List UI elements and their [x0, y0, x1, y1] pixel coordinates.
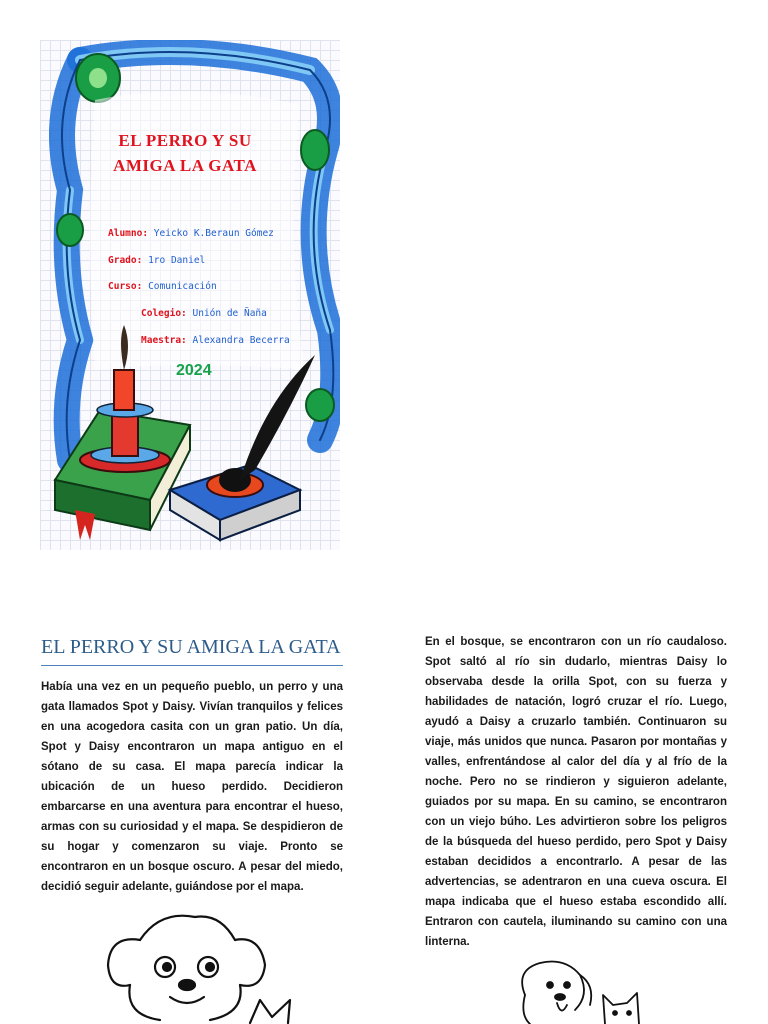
inkwell-illustration: [170, 355, 315, 540]
paragraph-left: Había una vez en un pequeño pueblo, un perro y una gata llamados Spot y Daisy. Vivían tranquilos y felices en una acogedora casita con un gran patio. Un día, Spot y Daisy encontraron un mapa antiguo en el sótano de su casa. El mapa parecía indicar la ubicación de un hueso perdido. Decidieron embarcarse en una aventura para encontrar el hueso, armas con su curiosidad y el mapa. Se despidieron de su hogar y comenzaron su viaje. Pronto se encontraron en un bosque oscuro. A pesar del miedo, decidió seguir adelante, guiándose por el mapa.: [41, 681, 343, 893]
cover-title-line: AMIGA LA GATA: [113, 156, 257, 175]
field-label: Colegio:: [141, 308, 187, 319]
dog-cat-sketch-left: [100, 905, 300, 1024]
cover-title: [80, 128, 290, 178]
field-label: Maestra:: [141, 335, 187, 346]
field-label: Alumno:: [108, 228, 149, 239]
teacher-field: [141, 335, 290, 346]
scroll-frame-illustration: [40, 40, 340, 550]
school-field: [141, 308, 267, 319]
grade-field: [108, 255, 205, 266]
field-value: Unión de Ñaña: [192, 308, 267, 319]
field-value: Comunicación: [148, 281, 217, 292]
course-field: [108, 281, 217, 292]
article-heading: EL PERRO Y SU AMIGA LA GATA: [41, 636, 343, 666]
cover-year: 2024: [176, 362, 212, 379]
student-field: [108, 228, 274, 239]
field-value: Yeicko K.Beraun Gómez: [153, 228, 274, 239]
field-value: 1ro Daniel: [148, 255, 206, 266]
field-label: Curso:: [108, 281, 143, 292]
dog-cat-sketch-right: [505, 955, 665, 1024]
cover-title-line: EL PERRO Y SU: [118, 131, 252, 150]
field-value: Alexandra Becerra: [192, 335, 290, 346]
field-label: Grado:: [108, 255, 143, 266]
cover-page: [40, 40, 340, 550]
paragraph-right: En el bosque, se encontraron con un río caudaloso. Spot saltó al río sin dudarlo, mientras Daisy lo observaba desde la orilla Spot, con su fuerza y habilidades de natación, logró cruzar el río. Luego, ayudó a Daisy a cruzarlo también. Continuaron su viaje, más unidos que nunca. Pasaron por montañas y valles, enfrentándose al calor del día y al frío de la noche. Pero no se rindieron y siguieron adelante, guiados por su mapa. En su camino, se encontraron con un viejo búho. Les advirtieron sobre los peligros de la búsqueda del hueso perdido, pero Spot y Daisy estaban decididos a encontrarlo. A pesar de las advertencias, se adentraron en una cueva oscura. El mapa indicaba que el hueso estaba escondido allí. Entraron con cautela, iluminando su camino con una linterna.: [425, 636, 727, 948]
